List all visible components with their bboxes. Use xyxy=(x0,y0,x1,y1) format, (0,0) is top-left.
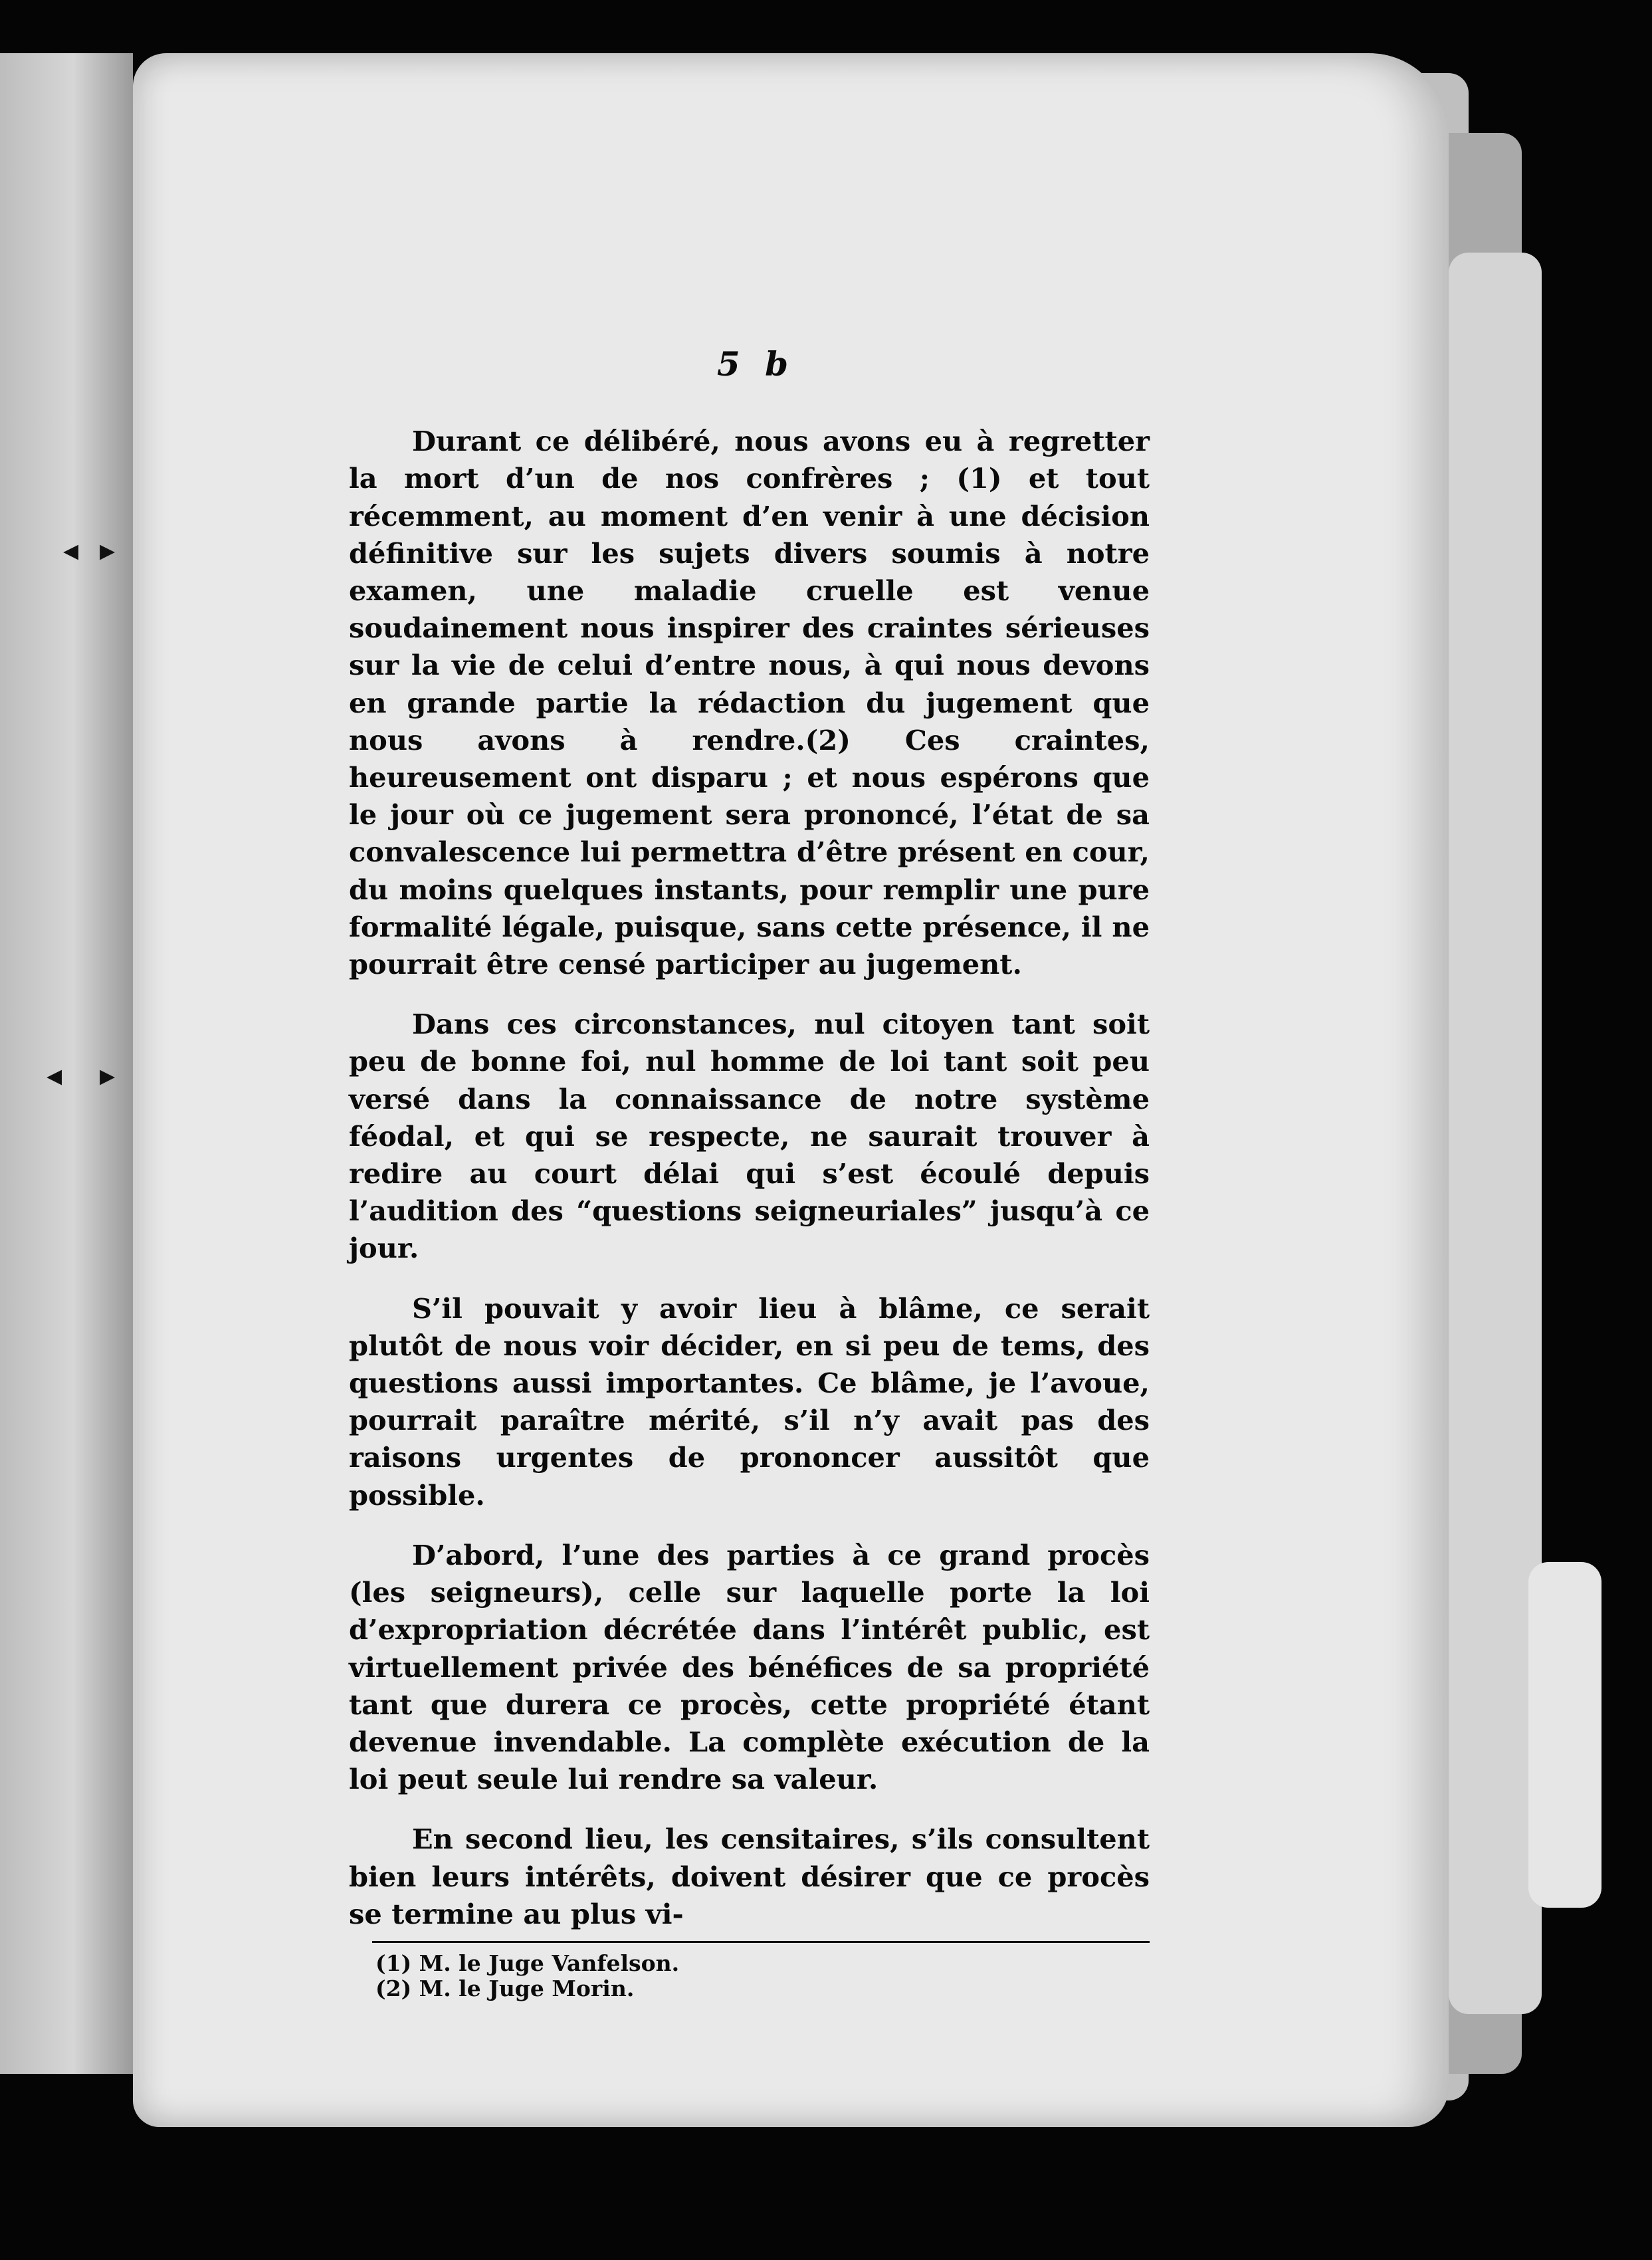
facing-page-edge xyxy=(0,53,133,2074)
page-number: 5 b xyxy=(716,344,795,384)
footnote: (1) M. le Juge Vanfelson. xyxy=(375,1950,680,1976)
paragraph: Durant ce délibéré, nous avons eu à regretter la mort d’un de nos confrères ; (1) et tout récemment, au moment d’en venir à une décision définitive sur les sujets divers soumis à notre examen, une maladie cruelle est venue soudainement nous inspirer des craintes sérieuses sur la vie de celui d’entre nous, à qui nous devons en grande partie la rédaction du jugement que nous avons à rendre.(2) Ces craintes, heureusement ont disparu ; et nous espérons que le jour où ce jugement sera prononcé, l’état de sa convalescence lui permettra d’être présent en cour, du moins quelques instants, pour remplir une pure formalité légale, puisque, sans cette présence, il ne pourrait être censé participer au jugement. xyxy=(349,425,1150,981)
page-stack-edge xyxy=(1528,1562,1601,1908)
page-text xyxy=(349,346,1150,2001)
paragraph: S’il pouvait y avoir lieu à blâme, ce serait plutôt de nous voir décider, en si peu de tems, des questions aussi importantes. Ce blâme, je l’avoue, pourrait paraître mérité, s’il n’y avait pas des raisons urgentes de prononcer aussitôt que possible. xyxy=(349,1292,1150,1512)
binding-mark-left: ◂ xyxy=(63,532,79,568)
paragraph: En second lieu, les censitaires, s’ils consultent bien leurs intérêts, doivent désirer que ce procès se termine au plus vi- xyxy=(349,1823,1150,1930)
footnote-divider xyxy=(372,1941,1150,1943)
footnote: (2) M. le Juge Morin. xyxy=(375,1975,635,2001)
paragraph: D’abord, l’une des parties à ce grand procès (les seigneurs), celle sur laquelle porte la loi d’expropriation décrétée dans l’intérêt public, est virtuellement privée des bénéfices de sa propriété tant que durera ce procès, cette propriété étant devenue invendable. La complète exécution de la loi peut seule lui rendre sa valeur. xyxy=(349,1538,1150,1796)
page-stack-edge xyxy=(1449,253,1542,2014)
binding-mark-right: ▸ xyxy=(100,1057,116,1093)
binding-mark-right: ▸ xyxy=(100,532,116,568)
paragraph: Dans ces circonstances, nul citoyen tant soit peu de bonne foi, nul homme de loi tant soit peu versé dans la connaissance de notre système féodal, et qui se respecte, ne saurait trouver à redire au court délai qui s’est écoulé depuis l’audition des “questions seigneuriales” jusqu’à ce jour. xyxy=(349,1008,1150,1265)
footnotes xyxy=(349,1951,1150,2001)
binding-mark-left: ◂ xyxy=(47,1057,62,1093)
